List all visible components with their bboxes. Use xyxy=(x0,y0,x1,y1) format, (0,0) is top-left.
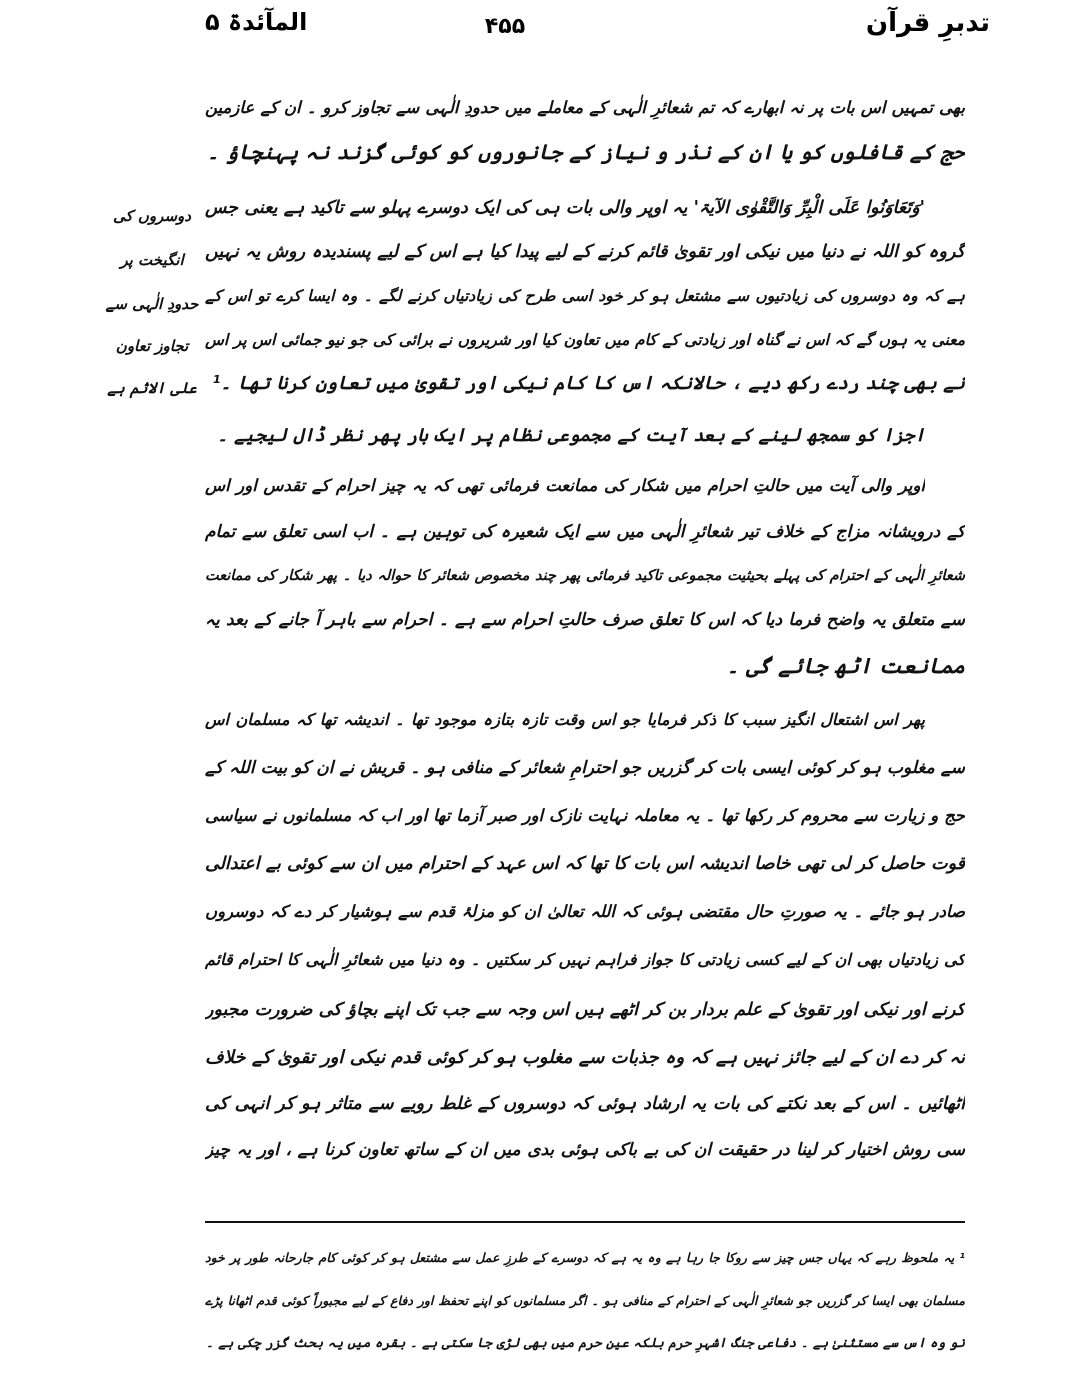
body-line: ہے کہ وہ دوسروں کی زیادتیوں سے مشتعل ہو کر خود اسی طرح کی زیادتیاں کرنے لگے ۔ وہ ایسا کرے تو اس کے xyxy=(205,287,965,305)
margin-note: علی الاثم ہے xyxy=(107,379,197,397)
body-line: کے درویشانہ مزاج کے خلاف تیر شعائرِ الٰہی میں سے ایک شعیرہ کی توہین ہے ۔ اب اسی تعلق سے تمام xyxy=(205,522,965,542)
body-line: گروہ کو اللہ نے دنیا میں نیکی اور تقویٰ قائم کرنے کے لیے پیدا کیا ہے اس کے لیے پسندیدہ روش یہ نہیں xyxy=(205,242,965,262)
body-line: سے متعلق یہ واضح فرما دیا کہ اس کا تعلق صرف حالتِ احرام سے ہے ۔ احرام سے باہر آ جانے کے بعد یہ xyxy=(205,610,965,630)
body-line: اٹھائیں ۔ اس کے بعد نکتے کی بات یہ ارشاد ہوئی کہ دوسروں کے غلط رویے سے متاثر ہو کر انہی کی xyxy=(205,1094,965,1114)
body-line: حج کے قافلوں کو یا ان کے نذر و نیاز کے جانوروں کو کوئی گزند نہ پہنچاؤ ۔ xyxy=(207,140,965,164)
body-line: پھر اس اشتعال انگیز سبب کا ذکر فرمایا جو اس وقت تازہ بتازہ موجود تھا ۔ اندیشہ تھا کہ مسلمان اس xyxy=(205,710,925,729)
margin-note: انگیخت پر xyxy=(120,251,184,269)
body-line: شعائرِ الٰہی کے احترام کی پہلے بحیثیت مجموعی تاکید فرمائی پھر چند مخصوص شعائر کا حوالہ دیا ۔ پھر شکار کی ممانعت xyxy=(205,568,965,584)
body-line: سے مغلوب ہو کر کوئی ایسی بات کر گزریں جو احترامِ شعائر کے منافی ہو ۔ قریش نے ان کو بیت اللہ کے xyxy=(205,758,965,778)
page-number: ۴۵۵ xyxy=(484,14,526,39)
footnote-line: مسلمان بھی ایسا کر گزریں جو شعائرِ الٰہی کے احترام کے منافی ہو ۔ اگر مسلمانوں کو اپنے تحفظ اور دفاع کے لیے مجبوراً کوئی قدم اٹھانا پڑے xyxy=(205,1293,965,1308)
footnote-divider xyxy=(205,1221,965,1223)
margin-note: تجاوز تعاون xyxy=(115,337,189,355)
body-line: اجزا کو سمجھ لینے کے بعد آیت کے مجموعی نظام پر ایک بار پھر نظر ڈال لیجیے ۔ xyxy=(217,425,925,446)
body-line: اوپر والی آیت میں حالتِ احرام میں شکار کی ممانعت فرمائی تھی کہ یہ چیز احرام کے تقدس اور اس xyxy=(205,476,925,495)
footnote-line: ¹ یہ ملحوظ رہے کہ یہاں جس چیز سے روکا جا رہا ہے وہ یہ ہے کہ دوسرے کے طرزِ عمل سے مشتعل ہو کر کوئی کام جارحانہ طور پر خود xyxy=(205,1250,965,1265)
body-line: معنی یہ ہوں گے کہ اس نے گناہ اور زیادتی کے کام میں تعاون کیا اور شریروں نے برائی کی جو نیو جمائی اس پر اس xyxy=(205,331,965,349)
footnote-line: تو وہ اس سے مستثنیٰ ہے ۔ دفاعی جنگ اشہرِ حرم بلکہ عین حرم میں بھی لڑی جا سکتی ہے ۔ بقرہ میں یہ بحث گزر چکی ہے ۔ xyxy=(206,1336,965,1351)
body-line: سی روش اختیار کر لینا در حقیقت ان کی بے باکی ہوئی بدی میں ان کے ساتھ تعاون کرنا ہے ، اور یہ چیز xyxy=(205,1140,965,1160)
body-line: کی زیادتیاں بھی ان کے لیے کسی زیادتی کا جواز فراہم نہیں کر سکتیں ۔ وہ دنیا میں شعائرِ الٰہی کا احترام قائم xyxy=(205,950,965,969)
body-line: صادر ہو جائے ۔ یہ صورتِ حال مقتضی ہوئی کہ اللہ تعالیٰ ان کو مزلۂ قدم سے ہوشیار کر دے کہ دوسروں xyxy=(205,902,965,921)
body-line: نہ کر دے ان کے لیے جائز نہیں ہے کہ وہ جذبات سے مغلوب ہو کر کوئی قدم نیکی اور تقویٰ کے خلاف xyxy=(205,1047,965,1068)
body-line: قوت حاصل کر لی تھی خاصا اندیشہ اس بات کا تھا کہ اس عہد کے احترام میں ان سے کوئی بے اعتدالی xyxy=(205,854,965,874)
book-title: تدبرِ قرآن xyxy=(865,8,990,38)
margin-note: دوسروں کی xyxy=(113,207,191,225)
body-line: کرنے اور نیکی اور تقویٰ کے علم بردار بن کر اٹھے ہیں اس وجہ سے جب تک اپنے بچاؤ کی ضرورت مجبور xyxy=(205,1000,965,1020)
body-line: نے بھی چند ردے رکھ دیے ، حالانکہ اس کا کام نیکی اور تقویٰ میں تعاون کرنا تھا ۔¹ xyxy=(212,373,965,394)
margin-note: حدودِ الٰہی سے xyxy=(105,295,199,313)
surah-name: المآئدۃ ۵ xyxy=(205,8,308,36)
body-line: 'وَتَعَاوَنُوا عَلَى الْبِرِّ وَالتَّقْوٰی الآیۃ' یہ اوپر والی بات ہی کی ایک دوسرے پہلو سے تاکید ہے یعنی جس xyxy=(205,198,925,218)
body-line: حج و زیارت سے محروم کر رکھا تھا ۔ یہ معاملہ نہایت نازک اور صبر آزما تھا اور اب کہ مسلمانوں نے سیاسی xyxy=(205,806,965,825)
body-line: بھی تمہیں اس بات پر نہ ابھارے کہ تم شعائرِ الٰہی کے معاملے میں حدودِ الٰہی سے تجاوز کرو ۔ ان کے عازمین xyxy=(205,98,965,117)
body-line: ممانعت اٹھ جائے گی ۔ xyxy=(726,654,965,678)
